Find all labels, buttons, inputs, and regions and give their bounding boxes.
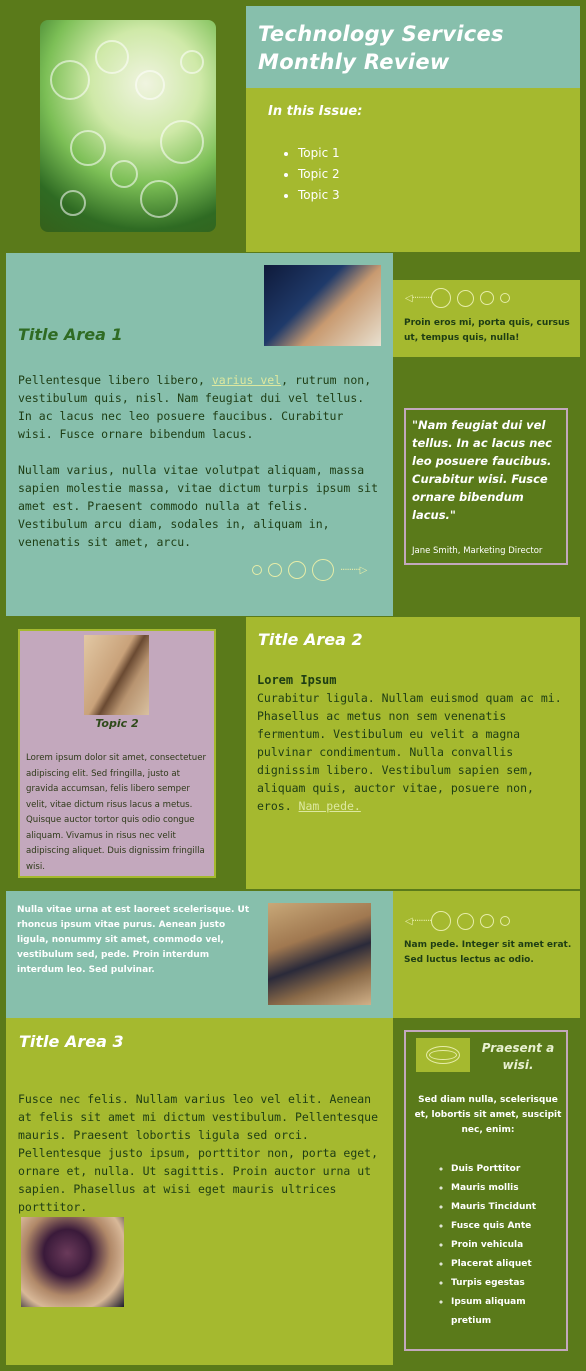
- pull-quote: [404, 408, 568, 565]
- list-item[interactable]: ◦ Turpis egestas: [451, 1274, 541, 1293]
- topic-link[interactable]: • Topic 3: [298, 188, 340, 203]
- section-paragraph: Curabitur ligula. Nullam euismod quam ac mi. Phasellus ac metus non sem venenatis fermentum. Vestibulum eu velit a magna pulvinar condimentum. Nulla convallis dignissim libero. Vestibulum sapien sem, aliquam quis, auctor vitae, posuere non, eros. Nam pede.: [257, 691, 562, 813]
- rings-icon: [416, 1038, 470, 1072]
- issue-heading: In this Issue:: [268, 104, 363, 119]
- header-image: [40, 20, 216, 232]
- section-lead: Lorem Ipsum: [257, 673, 337, 687]
- decorative-circles: ◁·········: [405, 911, 516, 931]
- topic-body: Lorem ipsum dolor sit amet, consectetuer adipiscing elit. Sed fringilla, justo at gravida accumsan, felis libero semper velit, vitae dictum risus lacus a metus. Quisque auctor tortor quis odio congue aliquam. Vivamus in risus nec velit adipiscing aliquet. Duis dignissim fringilla wisi.: [26, 753, 207, 872]
- sidebar-note: [393, 280, 580, 357]
- section-paragraph: Nullam varius, nulla vitae volutpat aliquam, massa sapien molestie massa, vitae dictum turpis ipsum sit amet est. Praesent commodo nulla at felis. Vestibulum arcu diam, sodales in, aliquam in, venenatis sit amet, arcu.: [18, 463, 379, 549]
- topic-link[interactable]: • Topic 1: [298, 146, 340, 161]
- list-item[interactable]: ◦ Proin vehicula: [451, 1236, 541, 1255]
- section-paragraph: Fusce nec felis. Nullam varius leo vel elit. Aenean at felis sit amet mi dictum vestibulum. Pellentesque mauris. Praesent lobortis ligula sed orci. Pellentesque justo ipsum, porttitor non, porta eget, ornare et, nulla. Ut sagittis. Proin auctor urna ut sapien. Phasellus at wisi eget mauris ultrices porttitor.: [18, 1092, 379, 1214]
- decorative-circles: ·········▷: [252, 559, 366, 581]
- decorative-circles: ◁·········: [405, 288, 516, 308]
- issue-contents: [246, 88, 580, 252]
- list-item[interactable]: ◦ Duis Porttitor: [451, 1160, 541, 1179]
- globe-hands-photo: [21, 1217, 124, 1307]
- list-item[interactable]: ◦ Ipsum aliquam pretium: [451, 1293, 541, 1331]
- newsletter-title-bar: [246, 6, 580, 88]
- dune-photo: [84, 635, 149, 715]
- handshake-photo: [268, 903, 371, 1005]
- list-item[interactable]: ◦ Mauris mollis: [451, 1179, 541, 1198]
- newsletter-title: Technology Services Monthly Review: [258, 22, 504, 74]
- section-title: Title Area 3: [19, 1032, 124, 1051]
- feature-band: [6, 891, 393, 1018]
- list-item[interactable]: ◦ Placerat aliquet: [451, 1255, 541, 1274]
- presenter-photo: [264, 265, 381, 346]
- sidebar-text: Nam pede. Integer sit amet erat. Sed luctus lectus ac odio.: [404, 940, 572, 965]
- section-title: Title Area 1: [18, 325, 123, 344]
- list-item[interactable]: ◦ Mauris Tincidunt: [451, 1198, 541, 1217]
- praesent-box: [404, 1030, 568, 1351]
- topic-link[interactable]: • Topic 2: [298, 167, 340, 182]
- title-area-1: [6, 253, 393, 616]
- list-item[interactable]: ◦ Fusce quis Ante: [451, 1217, 541, 1236]
- quote-text: "Nam feugiat dui vel tellus. In ac lacus nec leo posuere faucibus. Curabitur wisi. Fusce ornare bibendum lacus.": [412, 418, 552, 522]
- inline-link[interactable]: Nam pede.: [298, 799, 361, 813]
- praesent-title: Praesent a wisi.: [481, 1041, 555, 1072]
- sidebar-note: [393, 891, 580, 1018]
- sidebar-text: Proin eros mi, porta quis, cursus ut, tempus quis, nulla!: [404, 318, 570, 343]
- section-title: Title Area 2: [258, 630, 363, 649]
- band-text: Nulla vitae urna at est laoreet scelerisque. Ut rhoncus ipsum vitae purus. Aenean justo ligula, nonummy sit amet, commodo vel, vestibulum sed, pede. Proin interdum interdum leo. Sed pulvinar.: [17, 905, 250, 975]
- title-area-3: [6, 1018, 393, 1365]
- inline-link[interactable]: varius vel: [211, 373, 282, 387]
- section-paragraph: Pellentesque libero libero, varius vel, rutrum non, vestibulum quis, nisl. Nam feugiat dui vel tellus. In ac lacus nec leo posuere faucibus. Curabitur wisi. Fusce ornare bibendum lacus.: [18, 373, 372, 441]
- praesent-intro: Sed diam nulla, scelerisque et, lobortis sit amet, suscipit nec, enim:: [414, 1095, 562, 1135]
- title-area-2: [246, 617, 580, 889]
- quote-attribution: Jane Smith, Marketing Director: [412, 546, 543, 556]
- praesent-list: [451, 1160, 541, 1331]
- topic-2-box: [18, 629, 216, 878]
- topic-list: [298, 146, 340, 209]
- topic-title: Topic 2: [95, 717, 139, 730]
